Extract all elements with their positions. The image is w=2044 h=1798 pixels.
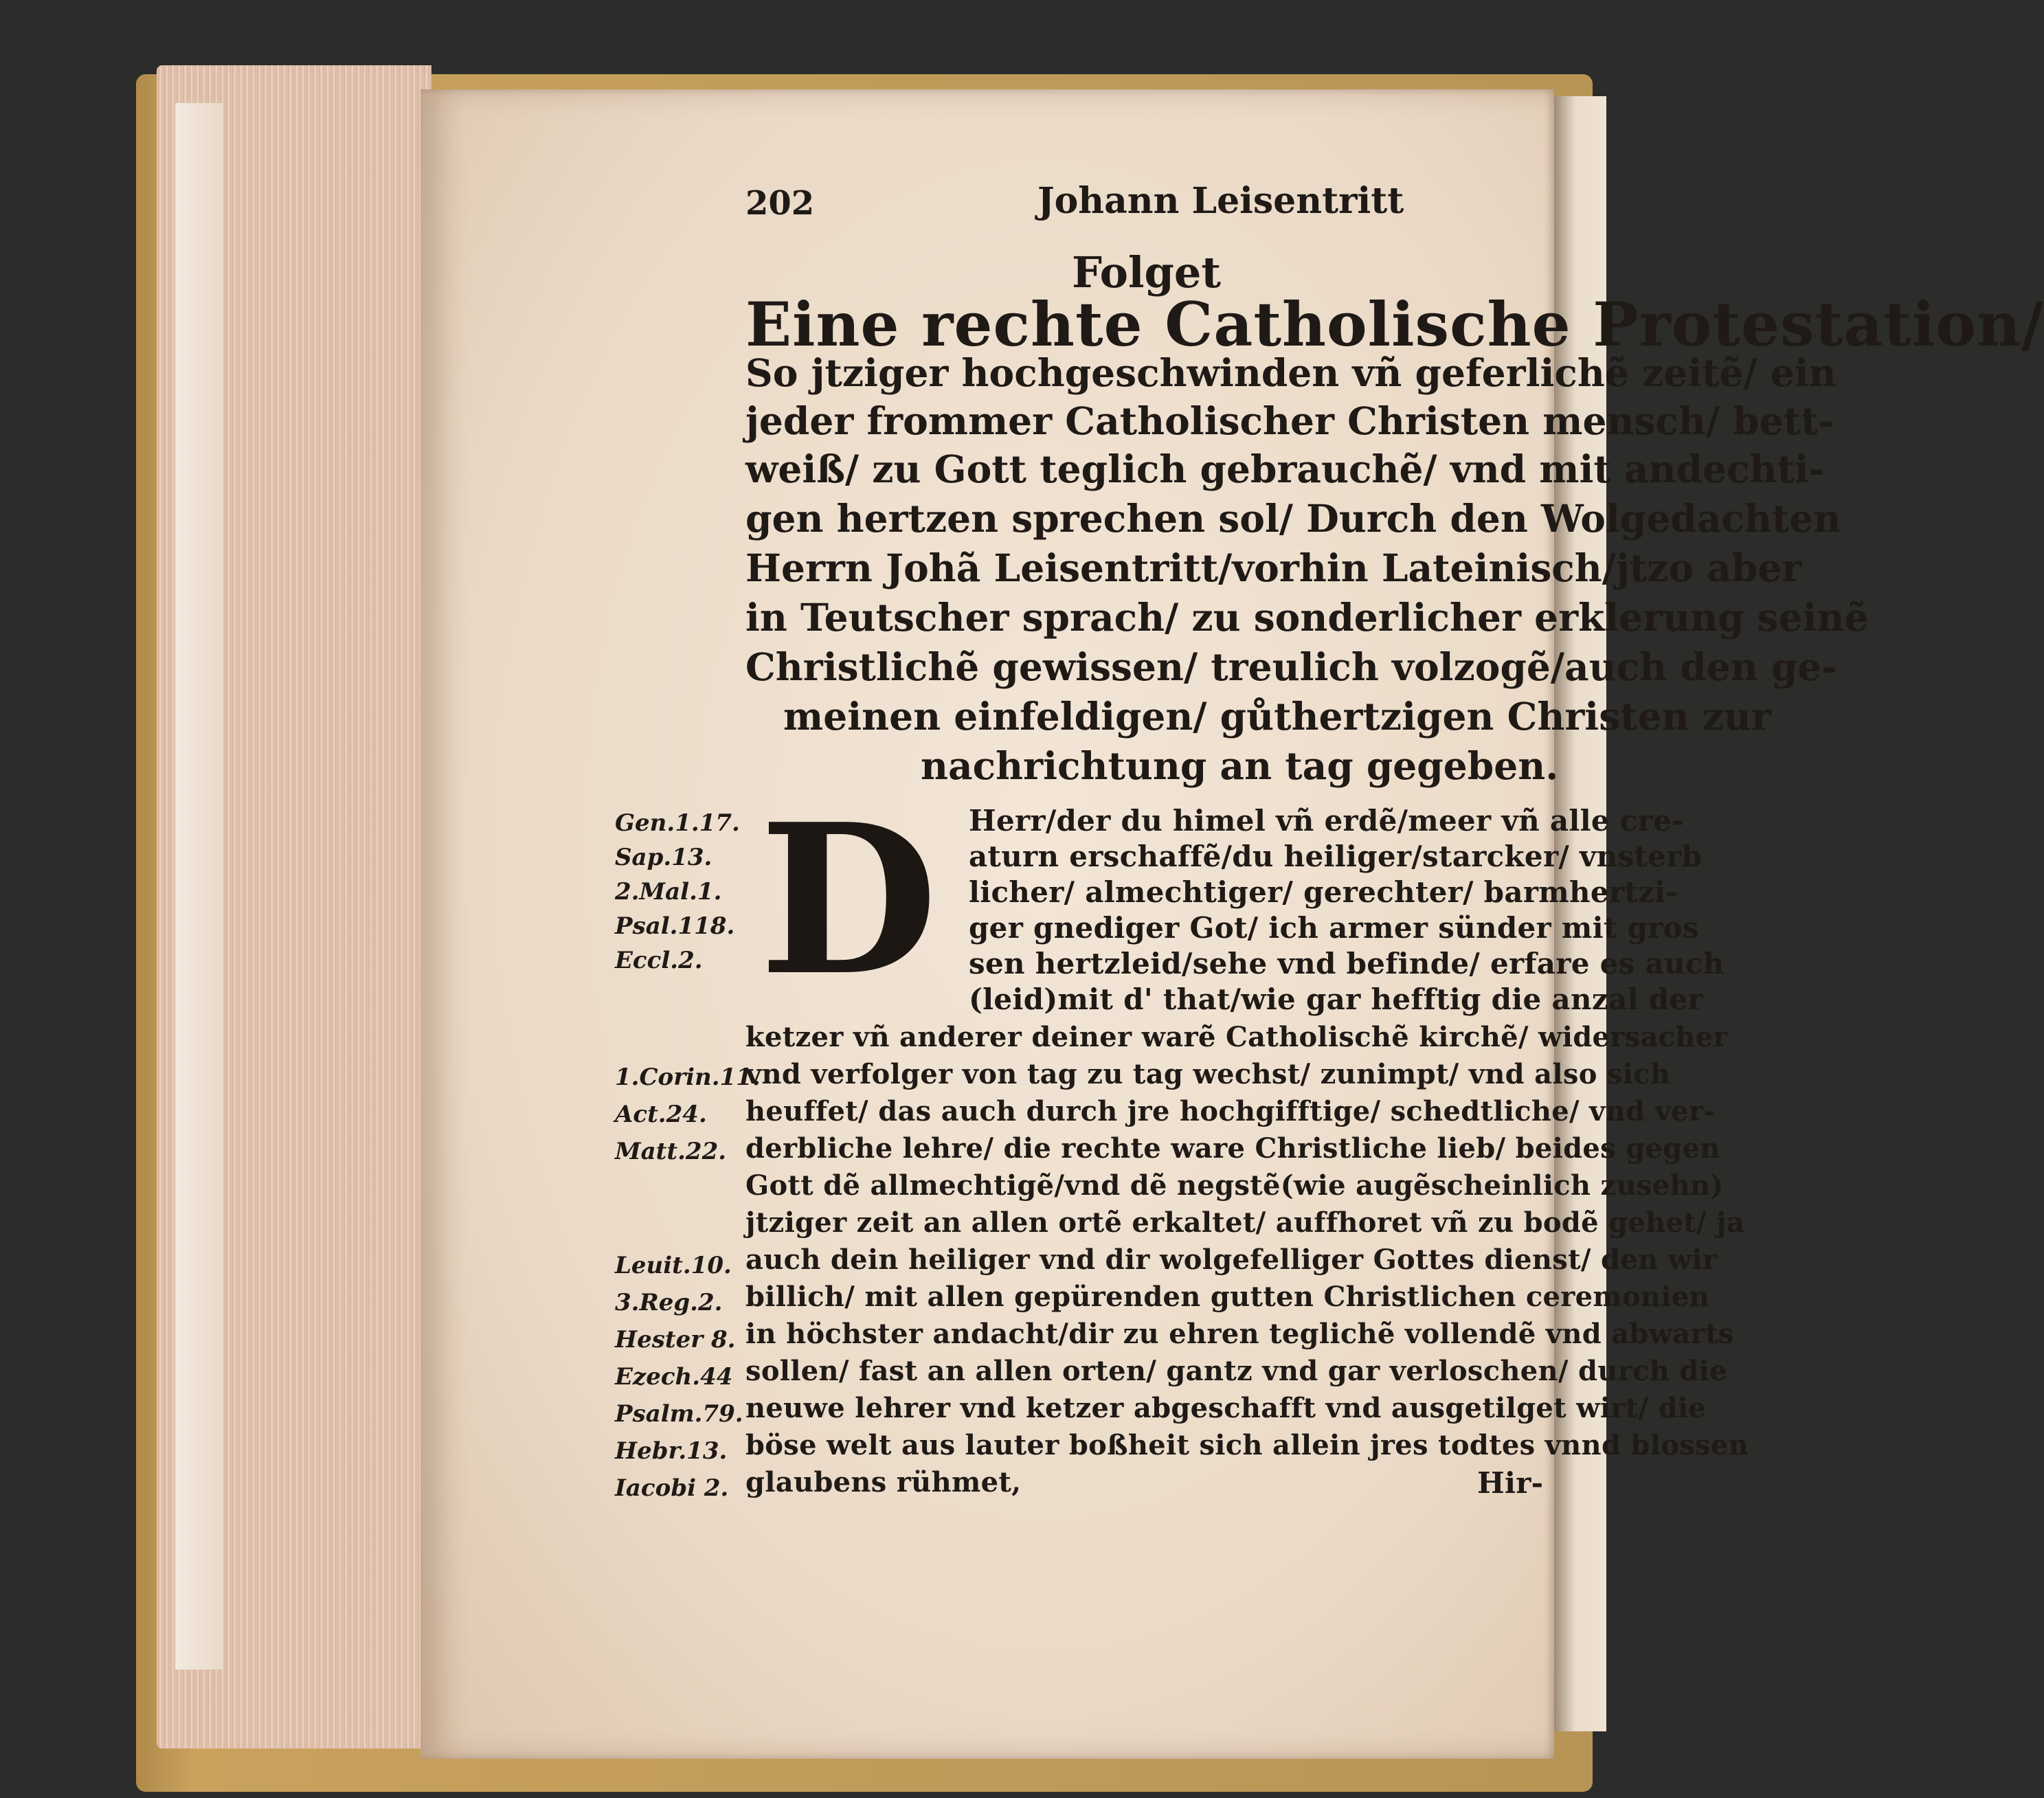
body-line: neuwe lehrer vnd ketzer abgeschafft vnd ausgetilget wirt/ die: [745, 1392, 1707, 1424]
initial-letter: D: [759, 778, 939, 1021]
margin-reference: Iacobi 2.: [615, 1474, 729, 1502]
heading-pre: Folget: [1072, 247, 1221, 297]
margin-reference: Sap.13.: [615, 844, 712, 871]
body-line: ketzer vñ anderer deiner warẽ Catholischẽ kirchẽ/ widersacher: [745, 1021, 1728, 1053]
margin-reference: Ezech.44: [615, 1363, 733, 1391]
body-line: sollen/ fast an allen orten/ gantz vnd gar verloschen/ durch die: [745, 1355, 1727, 1387]
body-line: vnd verfolger von tag zu tag wechst/ zunimpt/ vnd also sich: [745, 1058, 1671, 1090]
body-line: Herr/der du himel vñ erdẽ/meer vñ alle cre-: [969, 804, 1684, 838]
body-line: auch dein heiliger vnd dir wolgefelliger Gottes dienst/ den wir: [745, 1244, 1718, 1276]
margin-reference: Eccl.2.: [615, 947, 703, 974]
body-line: glaubens rühmet,: [745, 1466, 1022, 1498]
margin-reference: 2.Mal.1.: [615, 878, 722, 906]
margin-reference: Matt.22.: [615, 1138, 727, 1165]
margin-reference: Act.24.: [615, 1101, 707, 1128]
subheading-line: meinen einfeldigen/ gůthertzigen Christen zur: [783, 694, 1771, 739]
margin-reference: Psalm.79.: [615, 1400, 743, 1428]
body-line: aturn erschaffẽ/du heiliger/starcker/ vnsterb: [969, 840, 1703, 873]
margin-reference: 3.Reg.2.: [615, 1289, 723, 1316]
margin-reference: Psal.118.: [615, 912, 735, 940]
subheading-line: Christlichẽ gewissen/ treulich volzogẽ/auch den ge-: [745, 644, 1838, 689]
subheading-line: So jtziger hochgeschwinden vñ geferlichẽ zeitẽ/ ein: [745, 350, 1837, 395]
decorated-initial: [745, 778, 952, 1021]
body-line: böse welt aus lauter boßheit sich allein jres todtes vnnd blossen: [745, 1429, 1749, 1461]
body-line: (leid)mit d' that/wie gar hefftig die anzal der: [969, 982, 1703, 1016]
margin-reference: Leuit.10.: [615, 1252, 732, 1279]
subheading-line: gen hertzen sprechen sol/ Durch den Wolgedachten: [745, 496, 1841, 541]
body-line: derbliche lehre/ die rechte ware Christliche lieb/ beides gegen: [745, 1132, 1720, 1165]
body-line: billich/ mit allen gepürenden gutten Christlichen ceremonien: [745, 1281, 1709, 1313]
body-line: heuffet/ das auch durch jre hochgifftige/ schedtliche/ vnd ver-: [745, 1095, 1716, 1127]
page-number: 202: [745, 184, 815, 223]
margin-reference: Gen.1.17.: [615, 809, 740, 837]
body-line: in höchster andacht/dir zu ehren teglichẽ vollendẽ vnd abwarts: [745, 1318, 1734, 1350]
margin-reference: Hebr.13.: [615, 1437, 728, 1465]
margin-reference: Hester 8.: [615, 1326, 736, 1353]
heading-title: Eine rechte Catholische Protestation/: [745, 289, 2044, 360]
body-line: licher/ almechtiger/ gerechter/ barmhertzi-: [969, 875, 1678, 909]
body-line: ger gnediger Got/ ich armer sünder mit gros: [969, 911, 1699, 945]
subheading-line: Herrn Johã Leisentritt/vorhin Lateinisch/jtzo aber: [745, 546, 1802, 590]
body-line: jtziger zeit an allen ortẽ erkaltet/ auffhoret vñ zu bodẽ gehet/ ja: [745, 1206, 1745, 1239]
subheading-line: nachrichtung an tag gegeben.: [921, 743, 1559, 788]
catchword: Hir-: [1477, 1466, 1544, 1500]
running-title: Johann Leisentritt: [1037, 180, 1404, 222]
body-line: sen hertzleid/sehe vnd befinde/ erfare es auch: [969, 947, 1725, 980]
subheading-line: weiß/ zu Gott teglich gebrauchẽ/ vnd mit andechti-: [745, 447, 1825, 491]
subheading-line: jeder frommer Catholischer Christen mensch/ bett-: [745, 398, 1834, 443]
margin-reference: 1.Corin.11.: [615, 1064, 761, 1091]
body-line: Gott dẽ allmechtigẽ/vnd dẽ negstẽ(wie augẽscheinlich zusehn): [745, 1169, 1724, 1202]
subheading-line: in Teutscher sprach/ zu sonderlicher erklerung seinẽ: [745, 595, 1869, 640]
